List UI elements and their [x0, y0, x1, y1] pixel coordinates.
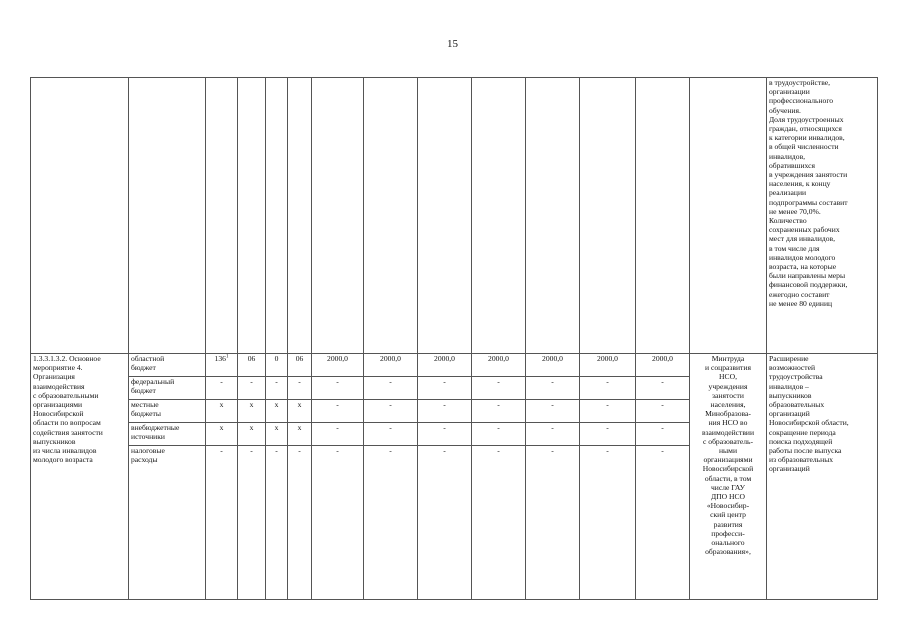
value-cell: 2000,0 — [418, 354, 472, 377]
value-cell: - — [418, 423, 472, 446]
value-cell: - — [418, 446, 472, 600]
funding-source: федеральный бюджет — [129, 377, 206, 400]
value-cell: - — [364, 423, 418, 446]
value-cell: 2000,0 — [364, 354, 418, 377]
empty-cell — [312, 78, 364, 354]
value-cell: - — [312, 377, 364, 400]
value-cell: - — [312, 400, 364, 423]
value-cell: - — [472, 377, 526, 400]
value-cell: - — [312, 423, 364, 446]
funding-source: внебюджетные источники — [129, 423, 206, 446]
grbs-cell: x — [206, 400, 238, 423]
empty-cell — [526, 78, 580, 354]
value-cell: - — [636, 377, 690, 400]
empty-cell — [238, 78, 266, 354]
rz-cell: x — [238, 400, 266, 423]
rz-cell: - — [238, 446, 266, 600]
empty-cell — [31, 78, 129, 354]
value-cell: - — [312, 446, 364, 600]
value-cell: - — [418, 377, 472, 400]
value-cell: 2000,0 — [580, 354, 636, 377]
empty-cell — [580, 78, 636, 354]
empty-cell — [266, 78, 288, 354]
value-cell: - — [636, 400, 690, 423]
value-cell: - — [418, 400, 472, 423]
value-cell: - — [472, 423, 526, 446]
value-cell: - — [526, 446, 580, 600]
ps-cell: - — [288, 446, 312, 600]
table-row — [31, 354, 878, 377]
value-cell: - — [580, 423, 636, 446]
empty-cell — [288, 78, 312, 354]
value-cell: 2000,0 — [312, 354, 364, 377]
empty-cell — [129, 78, 206, 354]
pr-cell: x — [266, 423, 288, 446]
value-cell: - — [580, 377, 636, 400]
rz-cell: - — [238, 377, 266, 400]
empty-cell — [206, 78, 238, 354]
grbs-cell: - — [206, 446, 238, 600]
value-cell: - — [364, 377, 418, 400]
value-cell: 2000,0 — [472, 354, 526, 377]
pr-cell: 0 — [266, 354, 288, 377]
empty-cell — [472, 78, 526, 354]
value-cell: - — [580, 400, 636, 423]
value-cell: - — [636, 446, 690, 600]
value-cell: - — [526, 377, 580, 400]
ps-cell: x — [288, 400, 312, 423]
empty-cell — [418, 78, 472, 354]
value-cell: - — [526, 400, 580, 423]
funding-source: налоговые расходы — [129, 446, 206, 600]
pr-cell: - — [266, 377, 288, 400]
grbs-cell: - — [206, 377, 238, 400]
continuation-row — [31, 78, 878, 354]
grbs-cell: x — [206, 423, 238, 446]
value-cell: 2000,0 — [636, 354, 690, 377]
value-cell: - — [472, 400, 526, 423]
value-cell: - — [580, 446, 636, 600]
value-cell: 2000,0 — [526, 354, 580, 377]
empty-cell — [690, 78, 767, 354]
ps-cell: - — [288, 377, 312, 400]
ps-cell: 06 — [288, 354, 312, 377]
funding-source: местные бюджеты — [129, 400, 206, 423]
value-cell: - — [526, 423, 580, 446]
executors: Минтруда и соцразвития НСО, учреждения занятости населения, Минобразова- ния НСО во взаимодействии с образователь- ными организациями Новосибирской области, в том числе ГАУ ДПО НСО «Новосибир- ский центр развития професси- онального образования», — [690, 354, 767, 600]
value-cell: - — [364, 446, 418, 600]
measure-name: 1.3.3.1.3.2. Основное мероприятие 4. Организация взаимодействия с образовательными организациями Новосибирской области по вопросам содействия занятости выпускников из числа инвалидов молодого возраста — [31, 354, 129, 600]
ps-cell: x — [288, 423, 312, 446]
page-number: 15 — [447, 38, 458, 50]
empty-cell — [364, 78, 418, 354]
value-cell: - — [364, 400, 418, 423]
value-cell: - — [472, 446, 526, 600]
rz-cell: 06 — [238, 354, 266, 377]
rz-cell: x — [238, 423, 266, 446]
empty-cell — [636, 78, 690, 354]
funding-source: областной бюджет — [129, 354, 206, 377]
expected-results-continued: в трудоустройстве, организации профессионального обучения. Доля трудоустроенных граждан, относящихся к категории инвалидов, в общей численности инвалидов, обратившихся в учреждения занятости населения, к концу реализации подпрограммы составит не менее 70,0%. Количество сохраненных рабочих мест для инвалидов, в том числе для инвалидов молодого возраста, на которые были направлены меры финансовой поддержки, ежегодно составит не менее 80 единиц — [767, 78, 878, 354]
expected-results: Расширение возможностей трудоустройства инвалидов – выпускников образовательных организаций Новосибирской области, сокращение периода поиска подходящей работы после выпуска из образовательных организаций — [767, 354, 878, 600]
value-cell: - — [636, 423, 690, 446]
program-table — [30, 77, 878, 600]
pr-cell: x — [266, 400, 288, 423]
pr-cell: - — [266, 446, 288, 600]
grbs-cell: $136^1$ — [206, 354, 238, 377]
